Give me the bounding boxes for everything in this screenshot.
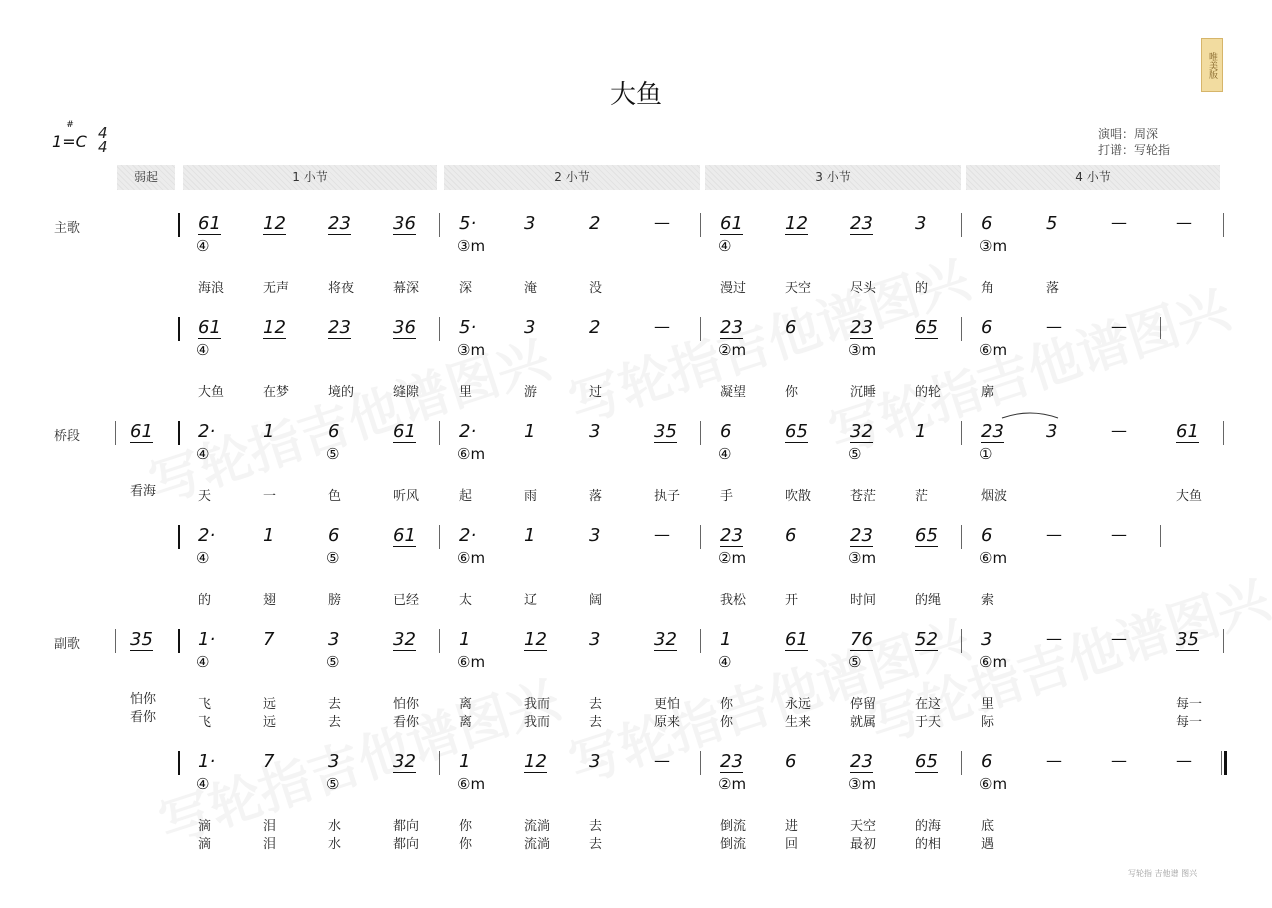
lyric: 看你 [393,715,420,730]
string-finger-mark: ②m [718,341,747,359]
sustain-dash: — [1111,525,1127,544]
pickup-lyric: 看你 [130,710,157,725]
note: 61 [785,629,808,650]
time-top: 4 [98,124,108,142]
string-finger-mark: ① [979,445,993,463]
lyric: 的海 [915,819,942,834]
note: 1 [524,525,536,546]
barline [1223,421,1224,445]
note: 61 [198,213,221,234]
lyric: 雨 [524,489,538,504]
lyric: 大鱼 [198,385,225,400]
lyric: 凝望 [720,385,747,400]
string-finger-mark: ③m [457,341,486,359]
string-finger-mark: ④ [718,653,732,671]
lyric: 于天 [915,715,942,730]
note: 3 [589,629,601,650]
string-finger-mark: ⑤ [848,653,862,671]
lyric: 最初 [850,837,877,852]
sustain-dash: — [654,751,670,770]
lyric: 遇 [981,837,995,852]
lyric: 你 [785,385,799,400]
lyric: 一 [263,489,277,504]
barline [961,213,962,237]
note: 1 [915,421,927,442]
note: 61 [1176,421,1199,442]
note: 6 [328,421,340,442]
barline [439,525,440,549]
lyric: 远 [263,697,277,712]
note: 3 [915,213,927,234]
string-finger-mark: ④ [196,549,210,567]
sustain-dash: — [1046,525,1062,544]
sustain-dash: — [654,525,670,544]
lyric: 水 [328,819,342,834]
measure-header: 3 小节 [705,165,961,190]
note: 2· [198,421,216,442]
lyric: 过 [589,385,603,400]
lyric: 生来 [785,715,812,730]
lyric: 将夜 [328,281,355,296]
lyric: 倒流 [720,837,747,852]
lyric: 去 [328,715,342,730]
string-finger-mark: ③m [979,237,1008,255]
note: 23 [720,751,743,772]
note: 2· [198,525,216,546]
lyric: 没 [589,281,603,296]
lyric: 苍茫 [850,489,877,504]
string-finger-mark: ⑥m [457,775,486,793]
lyric: 泪 [263,837,277,852]
note: 1 [263,525,275,546]
lyric: 海浪 [198,281,225,296]
lyric: 倒流 [720,819,747,834]
note: 32 [393,751,416,772]
edition-stamp: 唯美版 [1201,38,1223,92]
lyric: 烟波 [981,489,1008,504]
lyric: 天空 [785,281,812,296]
string-finger-mark: ⑥m [457,445,486,463]
note: 6 [785,751,797,772]
note: 35 [654,421,677,442]
lyric: 停留 [850,697,877,712]
lyric: 的绳 [915,593,942,608]
measure-header: 4 小节 [966,165,1220,190]
note: 1 [720,629,732,650]
lyric: 去 [589,837,603,852]
barline [961,751,962,775]
lyric: 飞 [198,715,212,730]
key-prefix: 1 [52,132,63,151]
string-finger-mark: ⑥m [979,341,1008,359]
barline [178,751,180,775]
lyric: 更怕 [654,697,681,712]
lyric: 我而 [524,715,551,730]
note: 2 [589,213,601,234]
note: 36 [393,317,416,338]
lyric: 滴 [198,837,212,852]
lyric: 境的 [328,385,355,400]
note: 23 [720,525,743,546]
pickup-note: 35 [130,629,153,650]
lyric: 起 [459,489,473,504]
note: 6 [981,751,993,772]
string-finger-mark: ⑥m [457,549,486,567]
lyric: 缝隙 [393,385,420,400]
lyric: 去 [589,819,603,834]
note: 7 [263,751,275,772]
note: 32 [654,629,677,650]
lyric: 远 [263,715,277,730]
note: 23 [850,525,873,546]
lyric: 流淌 [524,819,551,834]
note: 3 [589,751,601,772]
lyric: 你 [720,697,734,712]
sustain-dash: — [1111,751,1127,770]
barline [115,421,116,445]
note: 3 [1046,421,1058,442]
note: 12 [524,751,547,772]
note: 61 [393,525,416,546]
lyric: 阔 [589,593,603,608]
lyric: 沉睡 [850,385,877,400]
song-title: 大鱼 [609,80,662,110]
string-finger-mark: ②m [718,549,747,567]
string-finger-mark: ⑥m [979,549,1008,567]
barline [439,629,440,653]
lyric: 进 [785,819,799,834]
string-finger-mark: ④ [196,341,210,359]
string-finger-mark: ⑤ [326,775,340,793]
note: 6 [328,525,340,546]
sustain-dash: — [1111,421,1127,440]
measure-header: 弱起 [117,165,175,190]
note: 1 [524,421,536,442]
section-label: 主歌 [54,221,81,236]
lyric: 滴 [198,819,212,834]
sustain-dash: — [1111,213,1127,232]
note: 65 [785,421,808,442]
key-signature [52,120,87,151]
lyric: 幕深 [393,281,420,296]
lyric: 去 [589,697,603,712]
note: 3 [981,629,993,650]
lyric: 手 [720,489,734,504]
lyric: 游 [524,385,538,400]
note: 6 [720,421,732,442]
barline [700,525,701,549]
note: 23 [850,317,873,338]
sustain-dash: — [654,213,670,232]
pickup-note: 61 [130,421,153,442]
note: 6 [981,317,993,338]
lyric: 里 [981,697,995,712]
lyric: 我松 [720,593,747,608]
lyric: 的 [915,281,929,296]
note: 23 [328,317,351,338]
lyric: 廓 [981,385,995,400]
lyric: 漫过 [720,281,747,296]
pickup-lyric: 看海 [130,484,157,499]
sustain-dash: — [1046,317,1062,336]
section-label: 桥段 [54,429,81,444]
lyric: 执子 [654,489,681,504]
barline [178,317,180,341]
note: 23 [720,317,743,338]
lyric: 离 [459,697,473,712]
string-finger-mark: ②m [718,775,747,793]
note: 2· [459,421,477,442]
lyric: 深 [459,281,473,296]
sustain-dash: — [1111,317,1127,336]
lyric: 回 [785,837,799,852]
lyric: 都向 [393,819,420,834]
string-finger-mark: ⑥m [979,775,1008,793]
string-finger-mark: ④ [196,653,210,671]
note: 61 [720,213,743,234]
lyric: 茫 [915,489,929,504]
string-finger-mark: ⑤ [326,653,340,671]
barline [961,317,962,341]
lyric: 听风 [393,489,420,504]
note: 2· [459,525,477,546]
lyric: 无声 [263,281,290,296]
lyric: 你 [459,837,473,852]
string-finger-mark: ④ [196,237,210,255]
lyric: 天空 [850,819,877,834]
barline [178,213,180,237]
note: 61 [393,421,416,442]
barline [1221,751,1222,775]
string-finger-mark: ③m [848,775,877,793]
credit-transcriber: 打谱：写轮指 [1098,143,1171,157]
string-finger-mark: ⑤ [848,445,862,463]
lyric: 去 [589,715,603,730]
sustain-dash: — [1176,213,1192,232]
lyric: 尽头 [850,281,877,296]
note: 65 [915,525,938,546]
sustain-dash: — [1046,629,1062,648]
credits [1098,126,1170,158]
barline [700,629,701,653]
note: 3 [524,317,536,338]
lyric: 的 [198,593,212,608]
note: 65 [915,751,938,772]
string-finger-mark: ③m [848,341,877,359]
lyric: 天 [198,489,212,504]
lyric: 落 [589,489,603,504]
lyric: 飞 [198,697,212,712]
string-finger-mark: ④ [196,775,210,793]
lyric: 我而 [524,697,551,712]
lyric: 时间 [850,593,877,608]
lyric: 在这 [915,697,942,712]
lyric: 的轮 [915,385,942,400]
lyric: 吹散 [785,489,812,504]
string-finger-mark: ③m [848,549,877,567]
note: 6 [785,525,797,546]
note: 6 [785,317,797,338]
barline [700,213,701,237]
lyric: 已经 [393,593,420,608]
note: 12 [263,317,286,338]
note: 1· [198,751,216,772]
lyric: 离 [459,715,473,730]
lyric: 翅 [263,593,277,608]
lyric: 永远 [785,697,812,712]
note: 12 [785,213,808,234]
barline [115,629,116,653]
lyric: 原来 [654,715,681,730]
note: 7 [263,629,275,650]
lyric: 开 [785,593,799,608]
note: 23 [328,213,351,234]
measure-header: 1 小节 [183,165,437,190]
note: 23 [850,751,873,772]
lyric: 每一 [1176,697,1203,712]
lyric: 的相 [915,837,942,852]
sustain-dash: — [1111,629,1127,648]
barline [1160,525,1161,547]
note: 6 [981,213,993,234]
note: 32 [850,421,873,442]
sustain-dash: — [1176,751,1192,770]
note: 23 [850,213,873,234]
lyric: 去 [328,697,342,712]
lyric: 流淌 [524,837,551,852]
lyric: 角 [981,281,995,296]
note: 3 [589,421,601,442]
barline [961,525,962,549]
note: 76 [850,629,873,650]
lyric: 就属 [850,715,877,730]
note: 3 [328,629,340,650]
sustain-dash: — [654,317,670,336]
lyric: 水 [328,837,342,852]
note: 12 [263,213,286,234]
time-signature [98,126,108,154]
lyric: 每一 [1176,715,1203,730]
lyric: 膀 [328,593,342,608]
lyric: 索 [981,593,995,608]
note: 35 [1176,629,1199,650]
barline [439,317,440,341]
credit-singer: 演唱：周深 [1098,127,1159,141]
note: 23 [981,421,1004,442]
note: 32 [393,629,416,650]
section-label: 副歌 [54,637,81,652]
lyric: 辽 [524,593,538,608]
tie-arc-path [1002,413,1058,418]
note: 5· [459,213,477,234]
lyric: 色 [328,489,342,504]
barline [178,525,180,549]
note: 3 [328,751,340,772]
string-finger-mark: ⑥m [979,653,1008,671]
lyric: 你 [720,715,734,730]
note: 1 [263,421,275,442]
lyric: 泪 [263,819,277,834]
lyric: 淹 [524,281,538,296]
note: 52 [915,629,938,650]
footer-mark: 写轮指 吉他谱 图兴 [1128,869,1198,878]
barline [1223,213,1224,237]
note: 2 [589,317,601,338]
string-finger-mark: ⑤ [326,445,340,463]
lyric: 大鱼 [1176,489,1203,504]
note: 5 [1046,213,1058,234]
lyric: 太 [459,593,473,608]
pickup-lyric: 怕你 [130,692,157,707]
measure-header: 2 小节 [444,165,700,190]
final-barline [1224,751,1227,775]
string-finger-mark: ④ [718,445,732,463]
note: 1 [459,751,471,772]
string-finger-mark: ⑤ [326,549,340,567]
barline [700,421,701,445]
sustain-dash: — [1046,751,1062,770]
string-finger-mark: ④ [718,237,732,255]
time-bottom: 4 [98,138,108,156]
barline [178,629,180,653]
lyric: 怕你 [393,697,420,712]
key-sharp: # [66,120,74,130]
lyric: 你 [459,819,473,834]
note: 36 [393,213,416,234]
note: 61 [198,317,221,338]
note: 65 [915,317,938,338]
note: 3 [589,525,601,546]
note: 6 [981,525,993,546]
note: 5· [459,317,477,338]
lyric: 在梦 [263,385,290,400]
lyric: 里 [459,385,473,400]
barline [439,213,440,237]
string-finger-mark: ④ [196,445,210,463]
note: 1· [198,629,216,650]
note: 1 [459,629,471,650]
key-equals: =C [62,132,87,151]
note: 3 [524,213,536,234]
note: 12 [524,629,547,650]
string-finger-mark: ⑥m [457,653,486,671]
lyric: 都向 [393,837,420,852]
string-finger-mark: ③m [457,237,486,255]
lyric: 底 [981,819,995,834]
lyric: 际 [981,715,995,730]
lyric: 落 [1046,281,1060,296]
